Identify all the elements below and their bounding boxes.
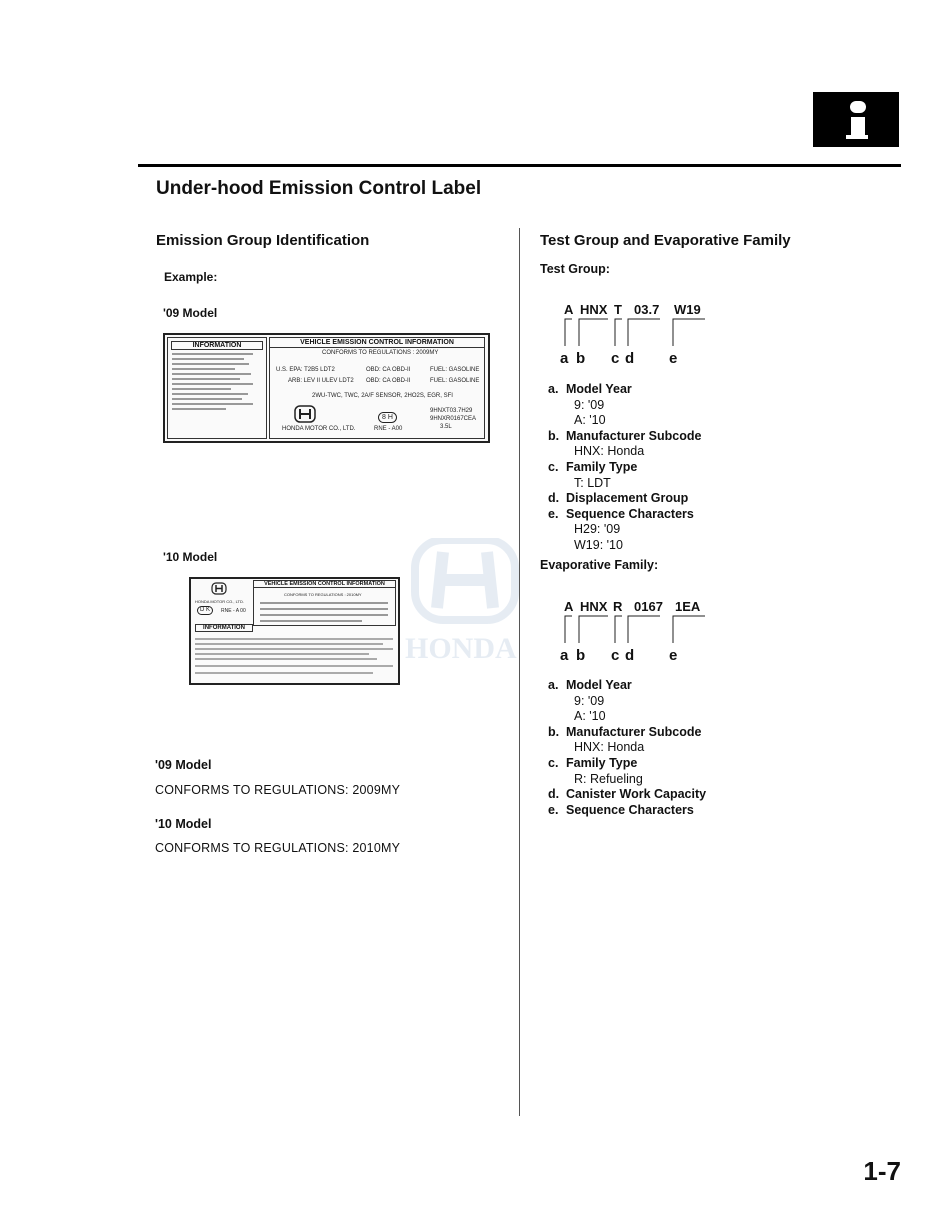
label09-code2: 9HNXR0167CEA: [430, 416, 477, 422]
list-item: d. Canister Work Capacity: [548, 787, 707, 802]
label09-model: '09 Model: [163, 306, 218, 320]
test-code-brackets: [560, 316, 710, 348]
label09-badge: 8 H: [378, 412, 397, 423]
list-value: HNX: Honda: [574, 740, 645, 755]
column-divider: [519, 228, 520, 1116]
label09-conforms: CONFORMS TO REGULATIONS : 2009MY: [322, 350, 439, 356]
evap-code-e: 1EA: [675, 599, 701, 614]
list-item: e. Sequence Characters: [548, 506, 694, 521]
test-group-label: Test Group:: [540, 262, 610, 276]
label09-vehicle-title: VEHICLE EMISSION CONTROL INFORMATION: [270, 338, 484, 348]
honda-logo-icon: [294, 405, 316, 423]
evap-code-a: A: [564, 599, 574, 614]
conforms09-text: CONFORMS TO REGULATIONS: 2009MY: [155, 783, 401, 797]
evap-letter-b: b: [576, 647, 586, 664]
list-value: T: LDT: [574, 475, 611, 490]
list-value: A: '10: [574, 413, 606, 428]
example-label: Example:: [164, 270, 218, 284]
label10-vehicle-panel: [253, 580, 396, 626]
evap-code-brackets: [560, 613, 710, 645]
label09-row1c: FUEL: GASOLINE: [430, 367, 480, 373]
test-letter-b: b: [576, 350, 586, 367]
label10-vehicle-title: VEHICLE EMISSION CONTROL INFORMATION: [254, 581, 395, 588]
list-value: 9: '09: [574, 693, 605, 708]
list-value: R: Refueling: [574, 771, 643, 786]
label09-row1: U.S. EPA: T2B5 LDT2: [276, 367, 335, 373]
conforms10-text: CONFORMS TO REGULATIONS: 2010MY: [155, 841, 401, 855]
list-value: HNX: Honda: [574, 444, 645, 459]
list-value: 9: '09: [574, 397, 605, 412]
list-item: b. Manufacturer Subcode: [548, 428, 702, 443]
test-letter-d: d: [625, 350, 635, 367]
honda-watermark: [405, 538, 555, 663]
label09-vehicle-panel: [269, 337, 485, 439]
label09-badge-code: RNE - A00: [374, 426, 403, 432]
honda-logo-icon: [211, 582, 227, 595]
label09-code1: 9HNXT03.7H29: [430, 408, 473, 414]
label09-row2c: FUEL: GASOLINE: [430, 378, 480, 384]
emission-group-heading: Emission Group Identification: [156, 232, 370, 249]
evap-code-c: R: [613, 599, 623, 614]
label10-badge: D K: [197, 606, 213, 615]
label09-row3: 2WU-TWC, TWC, 2A/F SENSOR, 2HO2S, EGR, SFI: [312, 393, 453, 399]
conforms09-model: '09 Model: [155, 758, 212, 772]
list-value: A: '10: [574, 709, 606, 724]
test-code-a: A: [564, 302, 574, 317]
page-number: 1-7: [863, 1156, 901, 1186]
list-item: d. Displacement Group: [548, 491, 689, 506]
list-item: e. Sequence Characters: [548, 802, 694, 817]
evap-letter-e: e: [669, 647, 678, 664]
test-letter-a: a: [560, 350, 569, 367]
label09-row2: ARB: LEV II ULEV LDT2: [288, 378, 354, 384]
info-icon: [813, 92, 899, 147]
test-letter-e: e: [669, 350, 678, 367]
label10-badge-code: RNE - A 00: [221, 608, 246, 614]
test-code-b: HNX: [580, 302, 608, 317]
test-group-heading: Test Group and Evaporative Family: [540, 232, 791, 249]
label09-info-title: INFORMATION: [171, 341, 263, 350]
label09-row1b: OBD: CA OBD-II: [366, 367, 411, 373]
list-item: c. Family Type: [548, 459, 638, 474]
evap-family-label: Evaporative Family:: [540, 558, 659, 572]
emission-label-10: [189, 577, 400, 685]
list-item: b. Manufacturer Subcode: [548, 724, 702, 739]
watermark-text: HONDA: [405, 632, 517, 663]
list-item: c. Family Type: [548, 755, 638, 770]
evap-letter-a: a: [560, 647, 569, 664]
test-code-d: 03.7: [634, 302, 660, 317]
label10-conforms: CONFORMS TO REGULATIONS : 2010MY: [284, 592, 362, 597]
label09-info-panel: [167, 337, 267, 439]
list-item: a. Model Year: [548, 678, 632, 692]
page-title: Under-hood Emission Control Label: [156, 178, 482, 199]
label09-maker: HONDA MOTOR CO., LTD.: [282, 426, 356, 432]
conforms10-model: '10 Model: [155, 817, 212, 831]
list-value: H29: '09: [574, 522, 621, 537]
test-letter-c: c: [611, 350, 620, 367]
label10-info-title: INFORMATION: [195, 624, 253, 632]
header-rule: [138, 164, 901, 167]
evap-family-list: [548, 678, 706, 818]
label09-code3: 3.5L: [440, 424, 452, 430]
label10-model: '10 Model: [163, 550, 218, 564]
emission-label-09: [163, 333, 490, 443]
label09-row2b: OBD: CA OBD-II: [366, 378, 411, 384]
list-item: a. Model Year: [548, 382, 632, 396]
evap-letter-c: c: [611, 647, 620, 664]
evap-letter-d: d: [625, 647, 635, 664]
evap-code-b: HNX: [580, 599, 608, 614]
test-code-c: T: [614, 302, 622, 317]
list-value: W19: '10: [574, 537, 623, 552]
test-group-list: [548, 382, 701, 554]
label10-maker: HONDA MOTOR CO., LTD.: [195, 599, 244, 604]
test-code-e: W19: [674, 302, 701, 317]
evap-code-d: 0167: [634, 599, 663, 614]
